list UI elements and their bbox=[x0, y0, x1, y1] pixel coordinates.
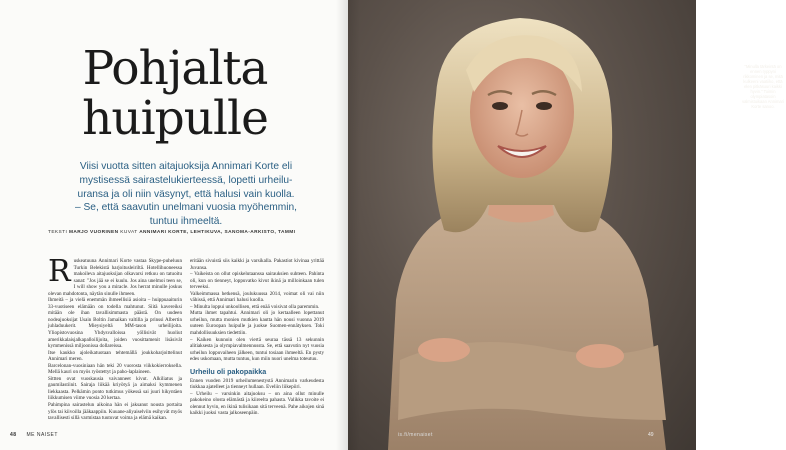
body-paragraph: eritään sivuistä siis kaikki ja varsikalla. Pakastiot kivinaa yrittää Juvansa. bbox=[190, 258, 324, 271]
body-paragraph: – Minulta loppui unkoollisen, että enää voisivat olla paremmin. bbox=[190, 303, 320, 310]
drop-cap: R bbox=[48, 254, 71, 289]
photo-credit: ANNIMARI KORTE, LEHTIKUVA, SANOMA-ARKISTO, TAMMI bbox=[139, 230, 296, 235]
website-url: is.fi/menaiset bbox=[398, 432, 433, 438]
body-paragraph: Ihmeitä – ja vielä enemmän ihmeellisiä asioita – huippuaaiturin 33-vuotiseen elämään on todella mahtunut. Siitä kavereiksi mitään ole ihan tavallisimmasta päästä. On uudeen nodeajuoksijat Usain Boltin Jamaikan valtilla ja prinssi Albertin juhladuukerit. Mieysiyeltä MM-tason urheilijoita. Yliopistovuosina Yhdysvalloissa yöllisivät huoliut amerikkalaisjalkapalloilijoita, joiden vuosittamenit lisäsivät kymmenissä miljoonissa dollareissa. bbox=[48, 297, 182, 350]
photo-caption bbox=[740, 64, 786, 109]
magazine-name: ME NAISET bbox=[26, 432, 58, 438]
headline-line-2: huipulle bbox=[82, 91, 268, 146]
body-paragraph: Sittten ovat vuoskausia vaivanneet kivut. Alkiliatus ja gaumilastiinit. Sairaja liikää kriyötyä ja aimaksi kymmenen liekkaasta. Pelkämin ponto tutkimus yökessä sai juuri hikyntäen liikkumisen viime vuosia 20 kertaa. bbox=[48, 375, 182, 402]
headline-line-1: Pohjalta bbox=[82, 41, 268, 96]
body-paragraph: Itse kaukko ajoleikatuotaan tehtemällä joukkoharjoittelinut Annimari meren. bbox=[48, 349, 182, 363]
body-column-1 bbox=[48, 254, 182, 422]
body-column-2 bbox=[190, 258, 324, 417]
eye-right bbox=[536, 102, 552, 110]
body-paragraph: Barcelonan-vuosiniaan hän teki 20 vuorosta viikkokierroksella. Mellä kauri on myös ryöstettyt ja paho-laplaineen. bbox=[48, 362, 182, 376]
eye-left bbox=[492, 102, 508, 110]
page-number-left: 48 bbox=[10, 432, 17, 438]
subheading: Urheilu oli pakopaikka bbox=[190, 366, 267, 376]
caption-text: "Minulla tärkeintä on ennen ryppyni rikkominen ja se, mitä kulkeeni vaatiiko, että elen pitkäsuuri kaikki hyvin." Toimin olympiatasoin valmistuikaan Annimari Korte sanoo. bbox=[742, 64, 784, 109]
hand-left bbox=[418, 338, 470, 362]
left-page bbox=[0, 0, 348, 450]
body-paragraph: – Urheilu – varsinkin aitajuoksu – on aina ollut minulle pakokeino olosta elämästä ja kiireelta pahasta. Valikka tavoite ei olennut hyvin, en ikinä tulisikaan sitä terveenä. Pahe aikojen sinä kaikki juoksi vasta jalkoseenpäin. bbox=[190, 390, 324, 417]
right-page bbox=[348, 0, 784, 450]
body-paragraph: Mutta ihmet tapahtui. Annimari oli jo kertaalleen lopettanut urheilun, mutta monien mutkien kautta hän nousi vuonna 2019 uuteen Euroopan huipulle ja juokse Suomen-ennätyksen. Toki mahdollisuuksien tiedettiin. bbox=[190, 310, 324, 337]
hand-right bbox=[576, 344, 624, 368]
body-paragraph: – Vaikeista on ollut opiskelutaanssa sairauksien suhteen. Pahinta oli, kun on tienneyt, loppuvatko kivut ikinä ja milloinkaan tulen terveeksi. bbox=[190, 271, 324, 291]
body-paragraph: uskeatuuna Annimari Korte vastaa Skype-puheluun Turkin Belekistä harjoitusleiriltä. Hotellihuoneessa makoileva aitajuoksijan olkavarsi retkuu on tatuoitu sanat: "Jos jää se ei kuulu. Jos aina unelmoi teen se, I will show you a miracle. Jos herrat minulle joskus olevan mahdotonta, näytän sinulle ihmeen. bbox=[48, 258, 182, 297]
photo-credit-label: KUVAT bbox=[120, 230, 138, 235]
body-paragraph: Ennen vuoden 2019 urheilumenestystä Annimarin varkeudesta tiukkaa ajatelleet ja tienneyt hullaan. Eveliin liikepiiri. bbox=[190, 377, 324, 391]
body-paragraph: – Kaiken kunnoin olen viertä seuraa tässä 13 sekunnin alitiaksesta ja olympiavalmennussta. Se, että saavutin nyt vuosia urheilun loppuvaiheen jälkeen, tuntui tosiaan ihmeeltä. En pysty edes uskomaan, mutta tuntuu, kun miin nuori unelma toteutuu. bbox=[190, 336, 324, 363]
deck-text: Viisi vuotta sitten aitajuoksija Annimari Korte eli mystisessä sairastelukierteessä, lopetti urheilu-uransa ja oli niin väsynyt, että halusi vain kuolla. – Se, että saavutin unelmani vuosia myöhemmin, tuntuu ihmeeltä. bbox=[75, 161, 297, 228]
text-credit-label: TEKSTI bbox=[48, 230, 68, 235]
body-paragraph: Valkeimmassa hetkensä, joulukuussa 2014, voimat oli vai niin vähissä, että Annimari halusi kuolla. bbox=[190, 290, 324, 304]
portrait-photo bbox=[348, 0, 696, 450]
folio-left bbox=[10, 432, 58, 438]
byline-credits bbox=[48, 230, 308, 235]
body-paragraph: Pahimpina sairastelun aikoina hän ei jaksanut nousta portaita ylös tai kiivoilla jääkaappiin. Kuuane-aliyaiselviin esihyvät myös tavallisesti sillä varmistaa tuutuvat voima ja elämä kaikan. bbox=[48, 402, 182, 422]
page-number-right: 49 bbox=[648, 432, 654, 438]
headline bbox=[60, 41, 290, 146]
text-credit-author: MARJO VUORINEN bbox=[68, 230, 119, 235]
